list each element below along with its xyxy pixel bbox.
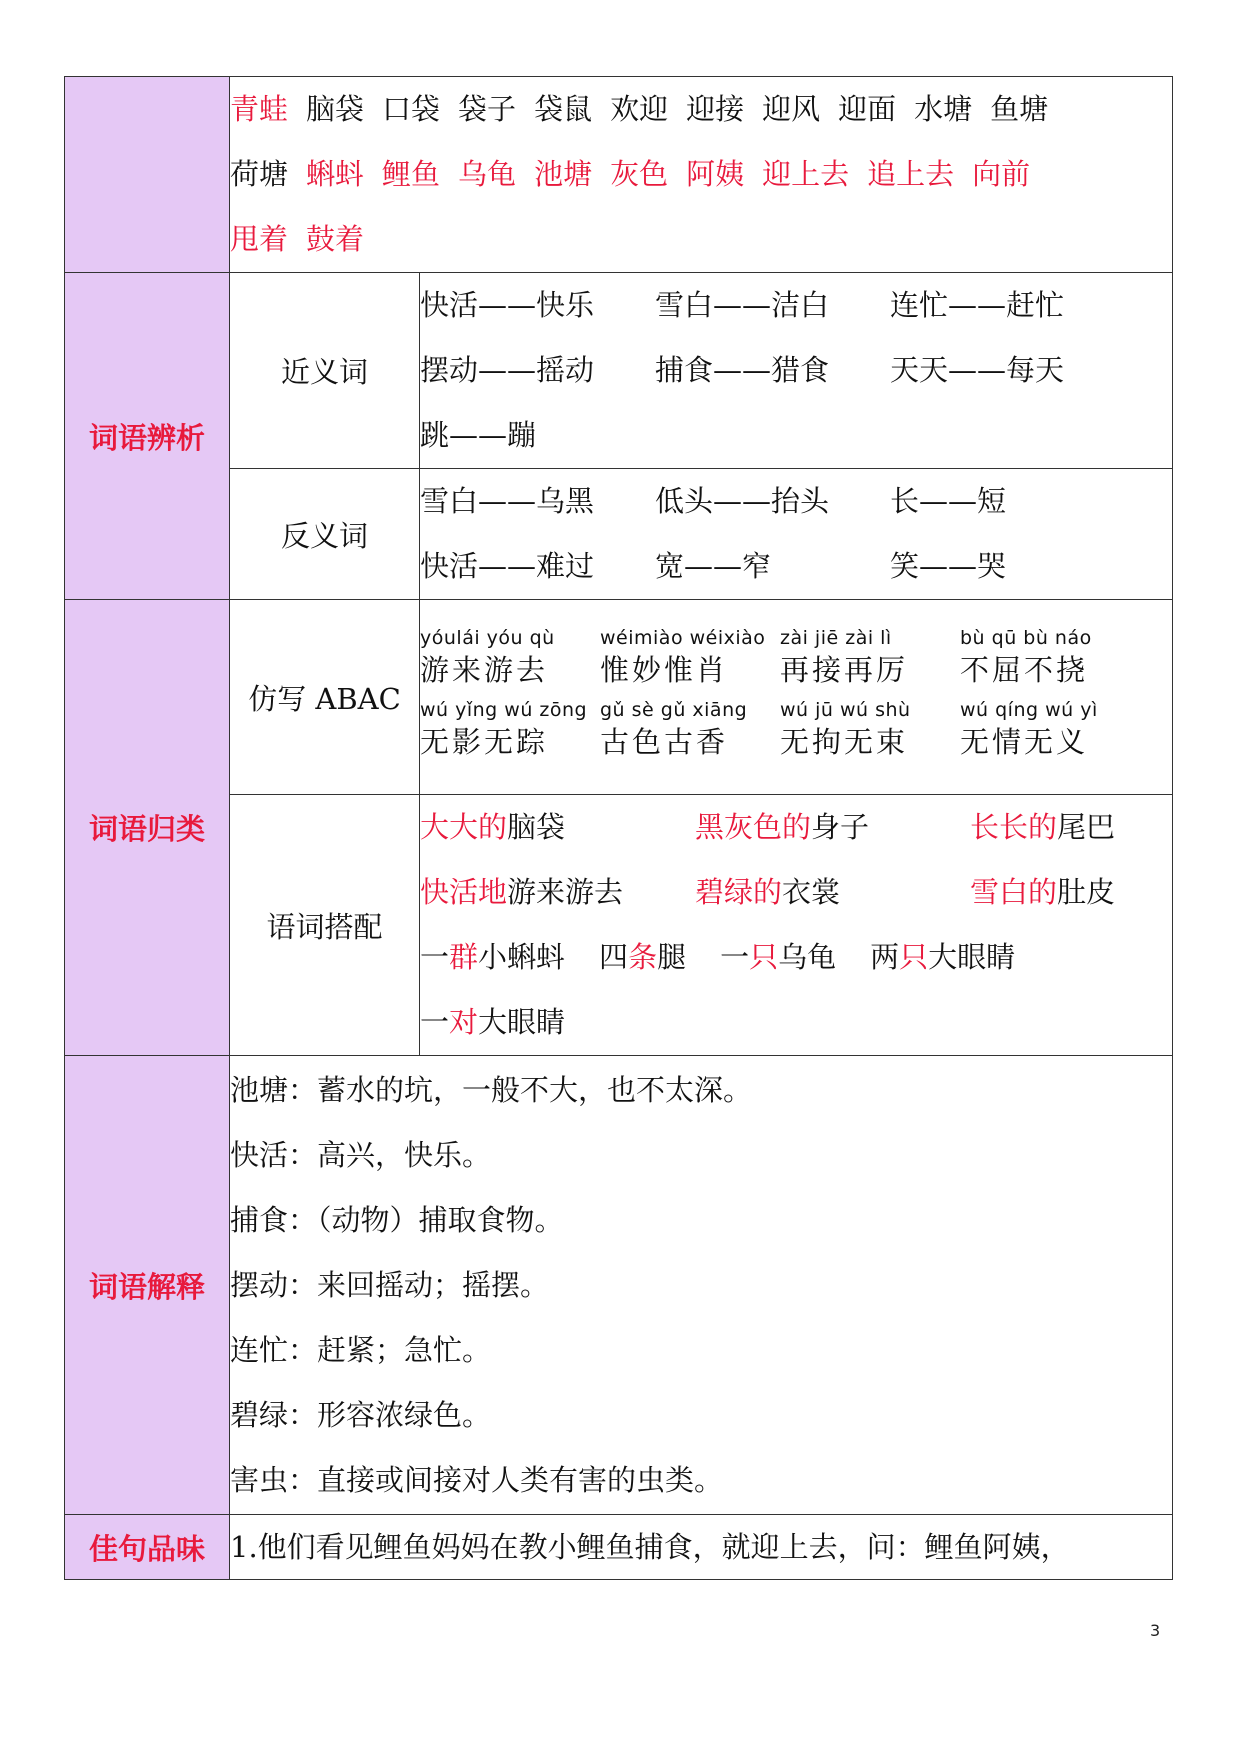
colloc-part: 只	[899, 940, 929, 974]
collocation	[420, 990, 565, 1055]
collocation-line	[420, 795, 1172, 860]
explain-row	[65, 1056, 1173, 1515]
colloc-part: 一	[720, 940, 750, 974]
synonym-pair: 天天——每天	[890, 353, 1065, 387]
definition: 害虫：直接或间接对人类有害的虫类。	[230, 1462, 724, 1497]
synonym-pair: 捕食——猎食	[655, 353, 830, 387]
colloc-part: 身子	[811, 810, 870, 844]
abac-label: 仿写 ABAC	[230, 600, 420, 795]
colloc-part: 对	[449, 1005, 479, 1039]
collocation	[420, 795, 695, 860]
collocation-label: 语词搭配	[230, 795, 420, 1056]
sentences-category-label: 佳句品味	[65, 1515, 230, 1580]
collocation-cell	[420, 795, 1173, 1056]
antonyms-label: 反义词	[230, 469, 420, 600]
synonym-row	[65, 273, 1173, 469]
idiom	[780, 697, 960, 761]
vocab-word: 阿姨	[686, 157, 745, 191]
idiom	[960, 625, 1140, 689]
analysis-category-label: 词语辨析	[65, 273, 230, 600]
collocation	[420, 925, 565, 990]
idiom	[420, 625, 600, 689]
abac-row	[65, 600, 1173, 795]
colloc-part: 快活地	[420, 875, 508, 909]
idiom-chars: 不屈不挠	[960, 653, 1089, 687]
definition: 快活：高兴，快乐。	[230, 1137, 492, 1172]
colloc-part: 大眼睛	[478, 1005, 566, 1039]
antonym-pair: 笑——哭	[890, 549, 1007, 583]
idiom	[960, 697, 1140, 761]
synonym-line	[420, 338, 1172, 403]
synonym-line	[420, 403, 1172, 468]
idiom	[600, 625, 780, 689]
antonym-pair: 快活——难过	[420, 549, 595, 583]
idiom-chars: 无情无义	[960, 725, 1089, 759]
synonyms-cell	[420, 273, 1173, 469]
synonym-pair: 快活——快乐	[420, 288, 595, 322]
definition: 池塘：蓄水的坑，一般不大，也不太深。	[230, 1072, 753, 1107]
study-table	[64, 76, 1173, 1580]
colloc-part: 肚皮	[1057, 875, 1116, 909]
collocation	[720, 925, 836, 990]
idiom-pinyin: bù qū bù náo	[960, 627, 1092, 649]
vocab-line	[230, 77, 1172, 142]
vocab-word: 迎风	[762, 92, 821, 126]
vocab-words-cell	[230, 77, 1173, 273]
collocation-line	[420, 990, 1172, 1055]
vocab-word: 向前	[972, 157, 1031, 191]
collocation	[695, 795, 970, 860]
vocab-word: 甩着	[230, 222, 289, 256]
vocab-word: 蝌蚪	[306, 157, 365, 191]
abac-cell	[420, 600, 1173, 795]
colloc-part: 大眼睛	[928, 940, 1016, 974]
vocab-word: 迎上去	[762, 157, 850, 191]
colloc-part: 乌龟	[778, 940, 837, 974]
vocab-word: 池塘	[534, 157, 593, 191]
idiom-pinyin: wú jū wú shù	[780, 699, 911, 721]
synonyms-label: 近义词	[230, 273, 420, 469]
collocation-row	[65, 795, 1173, 1056]
colloc-part: 一	[420, 940, 450, 974]
vocab-word: 袋鼠	[534, 92, 593, 126]
idiom-chars: 游来游去	[420, 653, 549, 687]
colloc-part: 衣裳	[782, 875, 841, 909]
collocation	[420, 860, 695, 925]
collocation	[870, 925, 1015, 990]
colloc-part: 只	[749, 940, 779, 974]
colloc-part: 黑灰色的	[695, 810, 812, 844]
vocab-line	[230, 142, 1172, 207]
definition: 连忙：赶紧；急忙。	[230, 1332, 492, 1367]
colloc-part: 腿	[657, 940, 687, 974]
vocab-word: 追上去	[867, 157, 955, 191]
collocation-line	[420, 860, 1172, 925]
definition: 碧绿：形容浓绿色。	[230, 1397, 492, 1432]
idiom	[600, 697, 780, 761]
idiom-chars: 无拘无束	[780, 725, 909, 759]
collocation-line	[420, 925, 1172, 990]
sentence-row	[65, 1515, 1173, 1580]
idiom-pinyin: zài jiē zài lì	[780, 627, 892, 649]
vocab-word: 鲤鱼	[382, 157, 441, 191]
vocab-category-cell	[65, 77, 230, 273]
idiom-chars: 无影无踪	[420, 725, 549, 759]
antonym-pair: 长——短	[890, 484, 1007, 518]
explain-category-label: 词语解释	[65, 1056, 230, 1515]
definition: 摆动：来回摇动；摇摆。	[230, 1267, 550, 1302]
idiom-pinyin: wú yǐng wú zōng	[420, 699, 588, 721]
collocation	[695, 860, 970, 925]
idiom-pinyin: wú qíng wú yì	[960, 699, 1098, 721]
definition: 捕食：（动物）捕取食物。	[230, 1202, 564, 1237]
antonyms-cell	[420, 469, 1173, 600]
antonym-pair: 低头——抬头	[655, 484, 830, 518]
idiom	[420, 697, 600, 761]
vocab-word: 乌龟	[458, 157, 517, 191]
colloc-part: 尾巴	[1057, 810, 1116, 844]
colloc-part: 游来游去	[507, 875, 624, 909]
vocab-word: 袋子	[458, 92, 517, 126]
idiom-pinyin: wéimiào wéixiào	[600, 627, 766, 649]
abac-line	[420, 625, 1172, 689]
classify-category-label: 词语归类	[65, 600, 230, 1056]
vocab-word: 欢迎	[610, 92, 669, 126]
idiom	[780, 625, 960, 689]
antonym-line	[420, 469, 1172, 534]
antonym-pair: 宽——窄	[655, 549, 772, 583]
collocation	[970, 795, 1115, 860]
collocation	[599, 925, 686, 990]
colloc-part: 雪白的	[970, 875, 1058, 909]
colloc-part: 大大的	[420, 810, 508, 844]
colloc-part: 四	[599, 940, 629, 974]
sentence-text: 1.他们看见鲤鱼妈妈在教小鲤鱼捕食，就迎上去，问：鲤鱼阿姨，	[230, 1515, 1173, 1580]
abac-line	[420, 697, 1172, 761]
synonym-line	[420, 273, 1172, 338]
vocab-line	[230, 207, 1172, 272]
idiom-pinyin: gǔ sè gǔ xiāng	[600, 699, 748, 721]
synonym-pair: 跳——蹦	[420, 418, 537, 452]
colloc-part: 脑袋	[507, 810, 566, 844]
definitions-cell	[230, 1056, 1173, 1515]
vocab-word: 脑袋	[306, 92, 365, 126]
synonym-pair: 连忙——赶忙	[890, 288, 1065, 322]
colloc-part: 长长的	[970, 810, 1058, 844]
collocation	[970, 860, 1115, 925]
colloc-part: 碧绿的	[695, 875, 783, 909]
vocab-word: 水塘	[914, 92, 973, 126]
colloc-part: 一	[420, 1005, 450, 1039]
antonym-row	[65, 469, 1173, 600]
vocab-word: 鱼塘	[990, 92, 1049, 126]
synonym-pair: 摆动——摇动	[420, 353, 595, 387]
colloc-part: 条	[628, 940, 658, 974]
vocab-word: 灰色	[610, 157, 669, 191]
vocab-row	[65, 77, 1173, 273]
idiom-chars: 再接再厉	[780, 653, 909, 687]
page-number: 3	[1150, 1621, 1161, 1640]
idiom-pinyin: yóulái yóu qù	[420, 627, 555, 649]
synonym-pair: 雪白——洁白	[655, 288, 830, 322]
antonym-line	[420, 534, 1172, 599]
colloc-part: 群	[449, 940, 479, 974]
vocab-word: 鼓着	[306, 222, 365, 256]
colloc-part: 两	[870, 940, 900, 974]
vocab-word: 迎面	[838, 92, 897, 126]
idiom-chars: 惟妙惟肖	[600, 653, 729, 687]
vocab-word: 青蛙	[230, 92, 289, 126]
vocab-word: 荷塘	[230, 157, 289, 191]
antonym-pair: 雪白——乌黑	[420, 484, 595, 518]
idiom-chars: 古色古香	[600, 725, 729, 759]
vocab-word: 口袋	[382, 92, 441, 126]
colloc-part: 小蝌蚪	[478, 940, 566, 974]
vocab-word: 迎接	[686, 92, 745, 126]
